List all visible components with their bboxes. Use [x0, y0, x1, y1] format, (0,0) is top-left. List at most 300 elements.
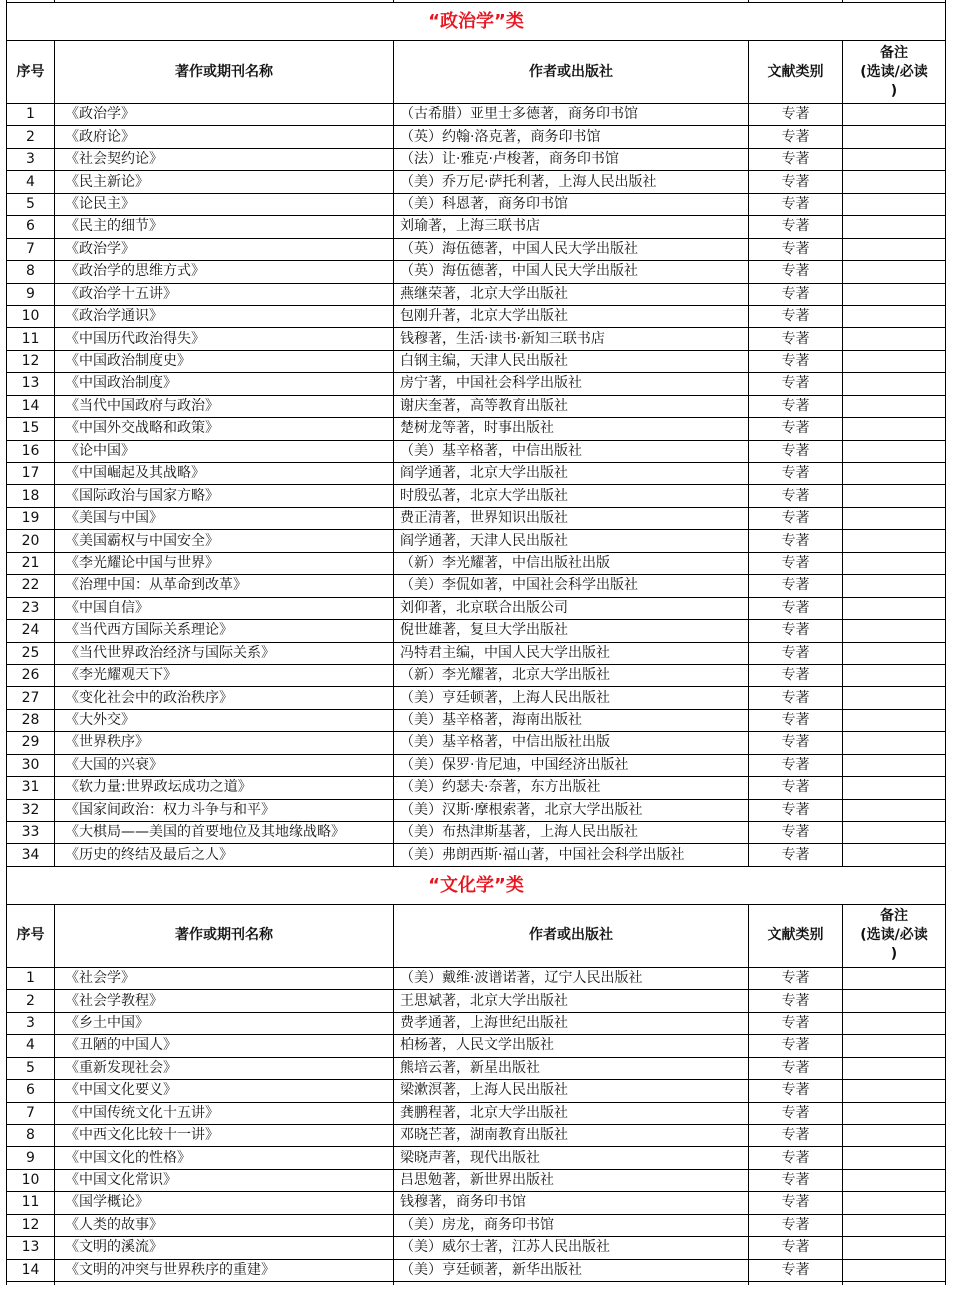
row-type: 专著: [749, 193, 843, 215]
row-type: 专著: [749, 1102, 843, 1124]
row-type: 专著: [749, 687, 843, 709]
row-author: 冯特君主编，中国人民大学出版社: [394, 642, 749, 664]
row-num: 11: [7, 328, 55, 350]
table-row: [7, 126, 946, 148]
row-note: [843, 171, 946, 193]
row-num: 20: [7, 530, 55, 552]
row-author: 包刚升著，北京大学出版社: [394, 305, 749, 327]
row-note: [843, 620, 946, 642]
table-row: [7, 463, 946, 485]
row-title: 《历史的终结及最后之人》: [55, 844, 394, 866]
row-type: 专著: [749, 440, 843, 462]
header-author: 作者或出版社: [394, 41, 749, 104]
row-note: [843, 799, 946, 821]
row-author: 白钢主编，天津人民出版社: [394, 350, 749, 372]
row-note: [843, 777, 946, 799]
row-note: [843, 1057, 946, 1079]
row-author: 时殷弘著，北京大学出版社: [394, 485, 749, 507]
row-note: [843, 1124, 946, 1146]
table-row: [7, 104, 946, 126]
row-type: 专著: [749, 305, 843, 327]
row-note: [843, 373, 946, 395]
row-note: [843, 193, 946, 215]
row-num: 9: [7, 283, 55, 305]
row-title: 《中国政治制度》: [55, 373, 394, 395]
row-type: 专著: [749, 1147, 843, 1169]
row-title: 《社会学》: [55, 967, 394, 989]
row-num: 1: [7, 104, 55, 126]
row-title: 《国家间政治：权力斗争与和平》: [55, 799, 394, 821]
row-title: 《政治学通识》: [55, 305, 394, 327]
row-num: 34: [7, 844, 55, 866]
row-note: [843, 1012, 946, 1034]
row-title: 《人类的故事》: [55, 1214, 394, 1236]
row-author: （美）基辛格著，海南出版社: [394, 709, 749, 731]
header-num: 序号: [7, 41, 55, 104]
table-row: [7, 967, 946, 989]
row-note: [843, 1080, 946, 1102]
row-type: 专著: [749, 664, 843, 686]
table-row: [7, 440, 946, 462]
row-type: 专著: [749, 732, 843, 754]
row-title: 《当代中国政府与政治》: [55, 395, 394, 417]
row-type: 专著: [749, 799, 843, 821]
row-note: [843, 687, 946, 709]
table-row: [7, 687, 946, 709]
row-type: 专著: [749, 1057, 843, 1079]
table-row: [7, 597, 946, 619]
section-title: “政治学”类: [7, 3, 946, 41]
row-author: （美）乔万尼·萨托利著，上海人民出版社: [394, 171, 749, 193]
row-num: 5: [7, 193, 55, 215]
row-num: 21: [7, 552, 55, 574]
header-row: [7, 904, 946, 967]
row-author: 王思斌著，北京大学出版社: [394, 990, 749, 1012]
row-num: 18: [7, 485, 55, 507]
table-row: [7, 1124, 946, 1146]
header-title: 著作或期刊名称: [55, 904, 394, 967]
table-row: [7, 620, 946, 642]
row-author: 刘瑜著，上海三联书店: [394, 216, 749, 238]
row-title: 《中国传统文化十五讲》: [55, 1102, 394, 1124]
table-row: [7, 1057, 946, 1079]
row-num: 3: [7, 148, 55, 170]
table-row: [7, 305, 946, 327]
header-row: [7, 41, 946, 104]
table-row: [7, 1080, 946, 1102]
row-title: 《中国政治制度史》: [55, 350, 394, 372]
row-type: 专著: [749, 350, 843, 372]
row-num: 13: [7, 1237, 55, 1259]
row-num: 7: [7, 1102, 55, 1124]
row-title: 《美国与中国》: [55, 507, 394, 529]
row-author: 刘仰著，北京联合出版公司: [394, 597, 749, 619]
row-title: 《论中国》: [55, 440, 394, 462]
row-author: 倪世雄著，复旦大学出版社: [394, 620, 749, 642]
row-title: 《中国外交战略和政策》: [55, 418, 394, 440]
row-num: 9: [7, 1147, 55, 1169]
row-type: 专著: [749, 126, 843, 148]
row-note: [843, 967, 946, 989]
row-title: 《中国自信》: [55, 597, 394, 619]
row-title: 《大国的兴衰》: [55, 754, 394, 776]
row-num: 6: [7, 216, 55, 238]
row-type: 专著: [749, 171, 843, 193]
table-row: [7, 1102, 946, 1124]
row-title: 《政治学》: [55, 104, 394, 126]
table-row: [7, 777, 946, 799]
row-num: 2: [7, 126, 55, 148]
row-note: [843, 822, 946, 844]
row-author: （美）李侃如著，中国社会科学出版社: [394, 575, 749, 597]
table-row: [7, 844, 946, 866]
row-note: [843, 283, 946, 305]
row-num: 22: [7, 575, 55, 597]
table-row: [7, 732, 946, 754]
table-row: [7, 754, 946, 776]
row-author: 阎学通著，天津人民出版社: [394, 530, 749, 552]
row-num: 23: [7, 597, 55, 619]
table-row: [7, 552, 946, 574]
row-note: [843, 990, 946, 1012]
row-type: 专著: [749, 844, 843, 866]
row-type: 专著: [749, 463, 843, 485]
header-note: [843, 41, 946, 104]
row-title: 《社会学教程》: [55, 990, 394, 1012]
row-author: （古希腊）亚里士多德著，商务印书馆: [394, 104, 749, 126]
row-note: [843, 1102, 946, 1124]
row-title: 《重新发现社会》: [55, 1057, 394, 1079]
header-note-line3: ): [890, 946, 898, 963]
row-note: [843, 1259, 946, 1281]
row-note: [843, 1214, 946, 1236]
table-row: [7, 485, 946, 507]
header-note-line2: (选读/必读: [860, 927, 928, 944]
table-row: [7, 664, 946, 686]
row-num: 32: [7, 799, 55, 821]
row-type: 专著: [749, 1012, 843, 1034]
row-note: [843, 148, 946, 170]
row-type: 专著: [749, 620, 843, 642]
row-type: 专著: [749, 1080, 843, 1102]
row-title: 《文明的溪流》: [55, 1237, 394, 1259]
row-num: 8: [7, 261, 55, 283]
row-type: 专著: [749, 104, 843, 126]
row-note: [843, 844, 946, 866]
row-type: 专著: [749, 395, 843, 417]
row-author: 钱穆著，生活·读书·新知三联书店: [394, 328, 749, 350]
row-note: [843, 709, 946, 731]
row-num: 4: [7, 1035, 55, 1057]
row-num: 27: [7, 687, 55, 709]
row-note: [843, 507, 946, 529]
table-row: [7, 395, 946, 417]
row-author: 柏杨著，人民文学出版社: [394, 1035, 749, 1057]
row-note: [843, 261, 946, 283]
row-num: 2: [7, 990, 55, 1012]
row-num: 13: [7, 373, 55, 395]
row-type: 专著: [749, 373, 843, 395]
row-author: 邓晓芒著，湖南教育出版社: [394, 1124, 749, 1146]
table-row: [7, 418, 946, 440]
header-num: 序号: [7, 904, 55, 967]
table-row: [7, 507, 946, 529]
row-title: 《李光耀观天下》: [55, 664, 394, 686]
header-note-line1: 备注: [880, 908, 908, 925]
table-row: [7, 799, 946, 821]
section-title: “文化学”类: [7, 866, 946, 904]
row-type: 专著: [749, 1237, 843, 1259]
table-row: [7, 1169, 946, 1191]
row-type: 专著: [749, 238, 843, 260]
header-note: [843, 904, 946, 967]
row-note: [843, 1035, 946, 1057]
row-note: [843, 395, 946, 417]
row-title: 《软力量:世界政坛成功之道》: [55, 777, 394, 799]
row-type: 专著: [749, 597, 843, 619]
row-type: 专著: [749, 1035, 843, 1057]
row-type: 专著: [749, 148, 843, 170]
row-type: 专著: [749, 418, 843, 440]
row-num: 30: [7, 754, 55, 776]
table-row: [7, 1259, 946, 1281]
row-author: （新）李光耀著，中信出版社出版: [394, 552, 749, 574]
row-author: （美）房龙，商务印书馆: [394, 1214, 749, 1236]
row-title: 《政治学十五讲》: [55, 283, 394, 305]
section-title-row: [7, 866, 946, 904]
row-type: 专著: [749, 777, 843, 799]
table-row: [7, 709, 946, 731]
row-title: 《世界秩序》: [55, 732, 394, 754]
row-type: 专著: [749, 1124, 843, 1146]
row-title: 《民主新论》: [55, 171, 394, 193]
row-num: 6: [7, 1080, 55, 1102]
row-title: 《政治学》: [55, 238, 394, 260]
row-type: 专著: [749, 754, 843, 776]
row-note: [843, 664, 946, 686]
table-row: [7, 261, 946, 283]
table-row: [7, 193, 946, 215]
section-title-row: [7, 3, 946, 41]
row-author: （新）李光耀著，北京大学出版社: [394, 664, 749, 686]
table-row: [7, 216, 946, 238]
table-row: [7, 350, 946, 372]
row-title: 《当代西方国际关系理论》: [55, 620, 394, 642]
row-title: 《中国崛起及其战略》: [55, 463, 394, 485]
row-title: 《国际政治与国家方略》: [55, 485, 394, 507]
table-row: [7, 328, 946, 350]
row-num: 8: [7, 1124, 55, 1146]
row-type: 专著: [749, 530, 843, 552]
row-author: （英）约翰·洛克著，商务印书馆: [394, 126, 749, 148]
row-note: [843, 350, 946, 372]
row-title: 《中国文化常识》: [55, 1169, 394, 1191]
header-title: 著作或期刊名称: [55, 41, 394, 104]
row-type: 专著: [749, 967, 843, 989]
row-author: （美）弗朗西斯·福山著，中国社会科学出版社: [394, 844, 749, 866]
row-num: 25: [7, 642, 55, 664]
row-num: 15: [7, 418, 55, 440]
row-note: [843, 552, 946, 574]
row-type: 专著: [749, 1259, 843, 1281]
table-row: [7, 1147, 946, 1169]
row-title: 《中国文化的性格》: [55, 1147, 394, 1169]
row-note: [843, 732, 946, 754]
row-type: 专著: [749, 283, 843, 305]
row-note: [843, 305, 946, 327]
row-title: 《丑陋的中国人》: [55, 1035, 394, 1057]
header-note-line3: ): [890, 82, 898, 99]
header-note-line2: (选读/必读: [860, 63, 928, 80]
row-author: 龚鹏程著，北京大学出版社: [394, 1102, 749, 1124]
row-num: 14: [7, 1259, 55, 1281]
table-row: [7, 171, 946, 193]
row-author: （美）布热津斯基著，上海人民出版社: [394, 822, 749, 844]
row-type: 专著: [749, 261, 843, 283]
table-row: [7, 1035, 946, 1057]
row-type: 专著: [749, 328, 843, 350]
row-num: 14: [7, 395, 55, 417]
row-note: [843, 328, 946, 350]
row-note: [843, 597, 946, 619]
row-title: 《政治学的思维方式》: [55, 261, 394, 283]
table-row: [7, 1214, 946, 1236]
row-num: 29: [7, 732, 55, 754]
row-num: 3: [7, 1012, 55, 1034]
row-note: [843, 754, 946, 776]
row-author: 房宁著，中国社会科学出版社: [394, 373, 749, 395]
row-note: [843, 530, 946, 552]
reading-list-body: [7, 0, 946, 1285]
row-author: （美）汉斯·摩根索著，北京大学出版社: [394, 799, 749, 821]
table-row: [7, 642, 946, 664]
row-num: 26: [7, 664, 55, 686]
row-num: 33: [7, 822, 55, 844]
row-title: 《美国霸权与中国安全》: [55, 530, 394, 552]
row-author: 费孝通著，上海世纪出版社: [394, 1012, 749, 1034]
row-title: 《社会契约论》: [55, 148, 394, 170]
row-author: 吕思勉著，新世界出版社: [394, 1169, 749, 1191]
row-author: 阎学通著，北京大学出版社: [394, 463, 749, 485]
header-type: 文献类别: [749, 41, 843, 104]
row-note: [843, 104, 946, 126]
row-author: （英）海伍德著，中国人民大学出版社: [394, 261, 749, 283]
row-author: （美）约瑟夫·奈著，东方出版社: [394, 777, 749, 799]
row-num: 4: [7, 171, 55, 193]
table-row: [7, 822, 946, 844]
row-type: 专著: [749, 507, 843, 529]
table-row: [7, 283, 946, 305]
row-note: [843, 575, 946, 597]
row-note: [843, 1147, 946, 1169]
row-note: [843, 642, 946, 664]
reading-list-table: [6, 0, 946, 1285]
row-title: 《论民主》: [55, 193, 394, 215]
row-author: （法）让·雅克·卢梭著，商务印书馆: [394, 148, 749, 170]
row-type: 专著: [749, 1169, 843, 1191]
row-author: 费正清著，世界知识出版社: [394, 507, 749, 529]
row-type: 专著: [749, 1192, 843, 1214]
table-row: [7, 1192, 946, 1214]
row-num: 10: [7, 305, 55, 327]
row-note: [843, 1192, 946, 1214]
row-type: 专著: [749, 552, 843, 574]
row-num: 16: [7, 440, 55, 462]
row-author: （美）戴维·波谱诺著，辽宁人民出版社: [394, 967, 749, 989]
row-title: 《中国历代政治得失》: [55, 328, 394, 350]
row-num: 31: [7, 777, 55, 799]
row-num: 17: [7, 463, 55, 485]
row-type: 专著: [749, 485, 843, 507]
row-title: 《乡土中国》: [55, 1012, 394, 1034]
table-row: [7, 575, 946, 597]
row-author: （英）海伍德著，中国人民大学出版社: [394, 238, 749, 260]
row-num: 1: [7, 967, 55, 989]
row-title: 《文明的冲突与世界秩序的重建》: [55, 1259, 394, 1281]
row-note: [843, 485, 946, 507]
row-author: 谢庆奎著，高等教育出版社: [394, 395, 749, 417]
row-note: [843, 238, 946, 260]
row-num: 28: [7, 709, 55, 731]
row-note: [843, 418, 946, 440]
row-title: 《中西文化比较十一讲》: [55, 1124, 394, 1146]
row-title: 《国学概论》: [55, 1192, 394, 1214]
row-title: 《政府论》: [55, 126, 394, 148]
table-row: [7, 148, 946, 170]
row-author: 钱穆著，商务印书馆: [394, 1192, 749, 1214]
row-num: 11: [7, 1192, 55, 1214]
header-author: 作者或出版社: [394, 904, 749, 967]
table-row: [7, 373, 946, 395]
row-author: 熊培云著，新星出版社: [394, 1057, 749, 1079]
row-author: 梁晓声著，现代出版社: [394, 1147, 749, 1169]
row-type: 专著: [749, 822, 843, 844]
row-num: 10: [7, 1169, 55, 1191]
row-author: 燕继荣著，北京大学出版社: [394, 283, 749, 305]
row-author: （美）科恩著，商务印书馆: [394, 193, 749, 215]
row-type: 专著: [749, 575, 843, 597]
row-title: 《治理中国：从革命到改革》: [55, 575, 394, 597]
bottom-strip-row: [7, 1282, 946, 1286]
table-row: [7, 238, 946, 260]
table-row: [7, 530, 946, 552]
row-title: 《民主的细节》: [55, 216, 394, 238]
row-title: 《大外交》: [55, 709, 394, 731]
row-author: （美）保罗·肯尼迪，中国经济出版社: [394, 754, 749, 776]
row-num: 19: [7, 507, 55, 529]
header-note-line1: 备注: [880, 44, 908, 61]
row-num: 5: [7, 1057, 55, 1079]
row-num: 12: [7, 1214, 55, 1236]
row-author: 楚树龙等著，时事出版社: [394, 418, 749, 440]
row-note: [843, 440, 946, 462]
row-num: 24: [7, 620, 55, 642]
row-note: [843, 216, 946, 238]
row-title: 《变化社会中的政治秩序》: [55, 687, 394, 709]
row-title: 《当代世界政治经济与国际关系》: [55, 642, 394, 664]
row-author: 梁漱溟著，上海人民出版社: [394, 1080, 749, 1102]
row-note: [843, 463, 946, 485]
row-author: （美）基辛格著，中信出版社: [394, 440, 749, 462]
row-num: 12: [7, 350, 55, 372]
row-title: 《李光耀论中国与世界》: [55, 552, 394, 574]
row-author: （美）亨廷顿著，上海人民出版社: [394, 687, 749, 709]
row-type: 专著: [749, 216, 843, 238]
row-title: 《大棋局——美国的首要地位及其地缘战略》: [55, 822, 394, 844]
row-note: [843, 1237, 946, 1259]
row-num: 7: [7, 238, 55, 260]
row-author: （美）基辛格著，中信出版社出版: [394, 732, 749, 754]
